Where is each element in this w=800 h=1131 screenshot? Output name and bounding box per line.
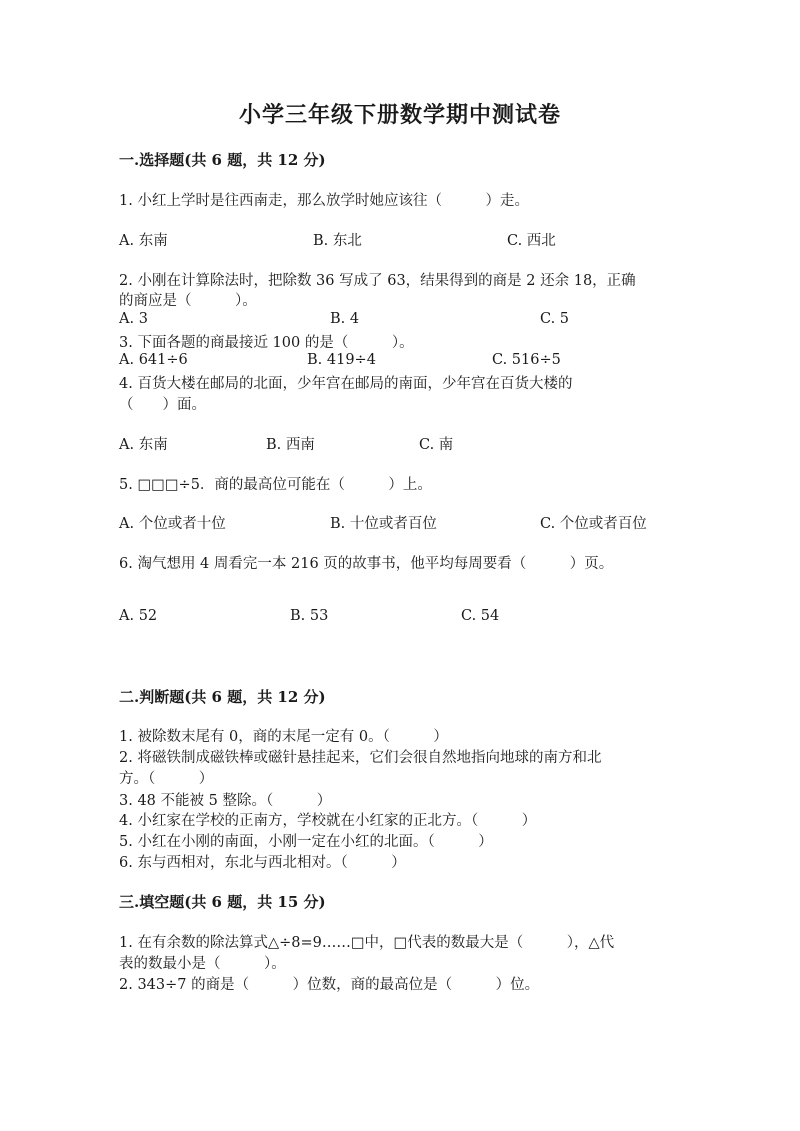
question-line: 3. 下面各题的商最接近 100 的是（ ）。 — [119, 335, 414, 351]
judge-line: 2. 将磁铁制成磁铁棒或磁针悬挂起来，它们会很自然地指向地球的南方和北 — [119, 750, 602, 766]
judge-line: 6. 东与西相对，东北与西北相对。（ ） — [119, 855, 406, 871]
option-a: A. 个位或者十位 — [119, 516, 226, 532]
option-a: A. 东南 — [119, 233, 168, 249]
fill-line: 2. 343÷7 的商是（ ）位数，商的最高位是（ ）位。 — [119, 977, 540, 993]
option-c: C. 54 — [461, 608, 500, 624]
judge-line: 5. 小红在小刚的南面，小刚一定在小红的北面。（ ） — [119, 834, 493, 850]
section-heading-fill: 三.填空题(共 6 题，共 15 分) — [119, 893, 326, 911]
judge-line: 4. 小红家在学校的正南方，学校就在小红家的正北方。（ ） — [119, 813, 537, 829]
option-b: B. 十位或者百位 — [330, 516, 437, 532]
fill-line: 表的数最小是（ ）。 — [119, 956, 286, 972]
question-line: 的商应是（ ）。 — [119, 293, 257, 309]
option-c: C. 5 — [540, 311, 570, 327]
question-line: 5. □□□÷5．商的最高位可能在（ ）上。 — [119, 477, 432, 493]
page-title: 小学三年级下册数学期中测试卷 — [238, 102, 561, 128]
judge-line: 1. 被除数末尾有 0，商的末尾一定有 0。（ ） — [119, 729, 448, 745]
fill-line: 1. 在有余数的除法算式△÷8=9……□中，□代表的数最大是（ ），△代 — [119, 935, 615, 951]
question-line: 4. 百货大楼在邮局的北面，少年宫在邮局的南面，少年宫在百货大楼的 — [119, 376, 573, 392]
option-c: C. 516÷5 — [492, 352, 561, 368]
question-line: （ ）面。 — [119, 397, 206, 413]
option-c: C. 西北 — [507, 233, 556, 249]
question-line: 1. 小红上学时是往西南走，那么放学时她应该往（ ）走。 — [119, 193, 529, 209]
option-a: A. 东南 — [119, 437, 168, 453]
option-c: C. 个位或者百位 — [540, 516, 647, 532]
option-b: B. 4 — [330, 311, 360, 327]
option-b: B. 东北 — [313, 233, 362, 249]
section-heading-judge: 二.判断题(共 6 题，共 12 分) — [119, 688, 326, 706]
option-a: A. 3 — [119, 311, 148, 327]
option-b: B. 53 — [290, 608, 329, 624]
option-a: A. 52 — [119, 608, 158, 624]
question-line: 2. 小刚在计算除法时，把除数 36 写成了 63，结果得到的商是 2 还余 18，正确 — [119, 273, 636, 289]
section-heading-choice: 一.选择题(共 6 题，共 12 分) — [119, 151, 326, 169]
option-b: B. 西南 — [266, 437, 315, 453]
option-a: A. 641÷6 — [119, 352, 188, 368]
option-b: B. 419÷4 — [307, 352, 376, 368]
option-c: C. 南 — [419, 437, 454, 453]
judge-line: 方。（ ） — [119, 771, 214, 787]
question-line: 6. 淘气想用 4 周看完一本 216 页的故事书，他平均每周要看（ ）页。 — [119, 556, 614, 572]
judge-line: 3. 48 不能被 5 整除。（ ） — [119, 793, 332, 809]
